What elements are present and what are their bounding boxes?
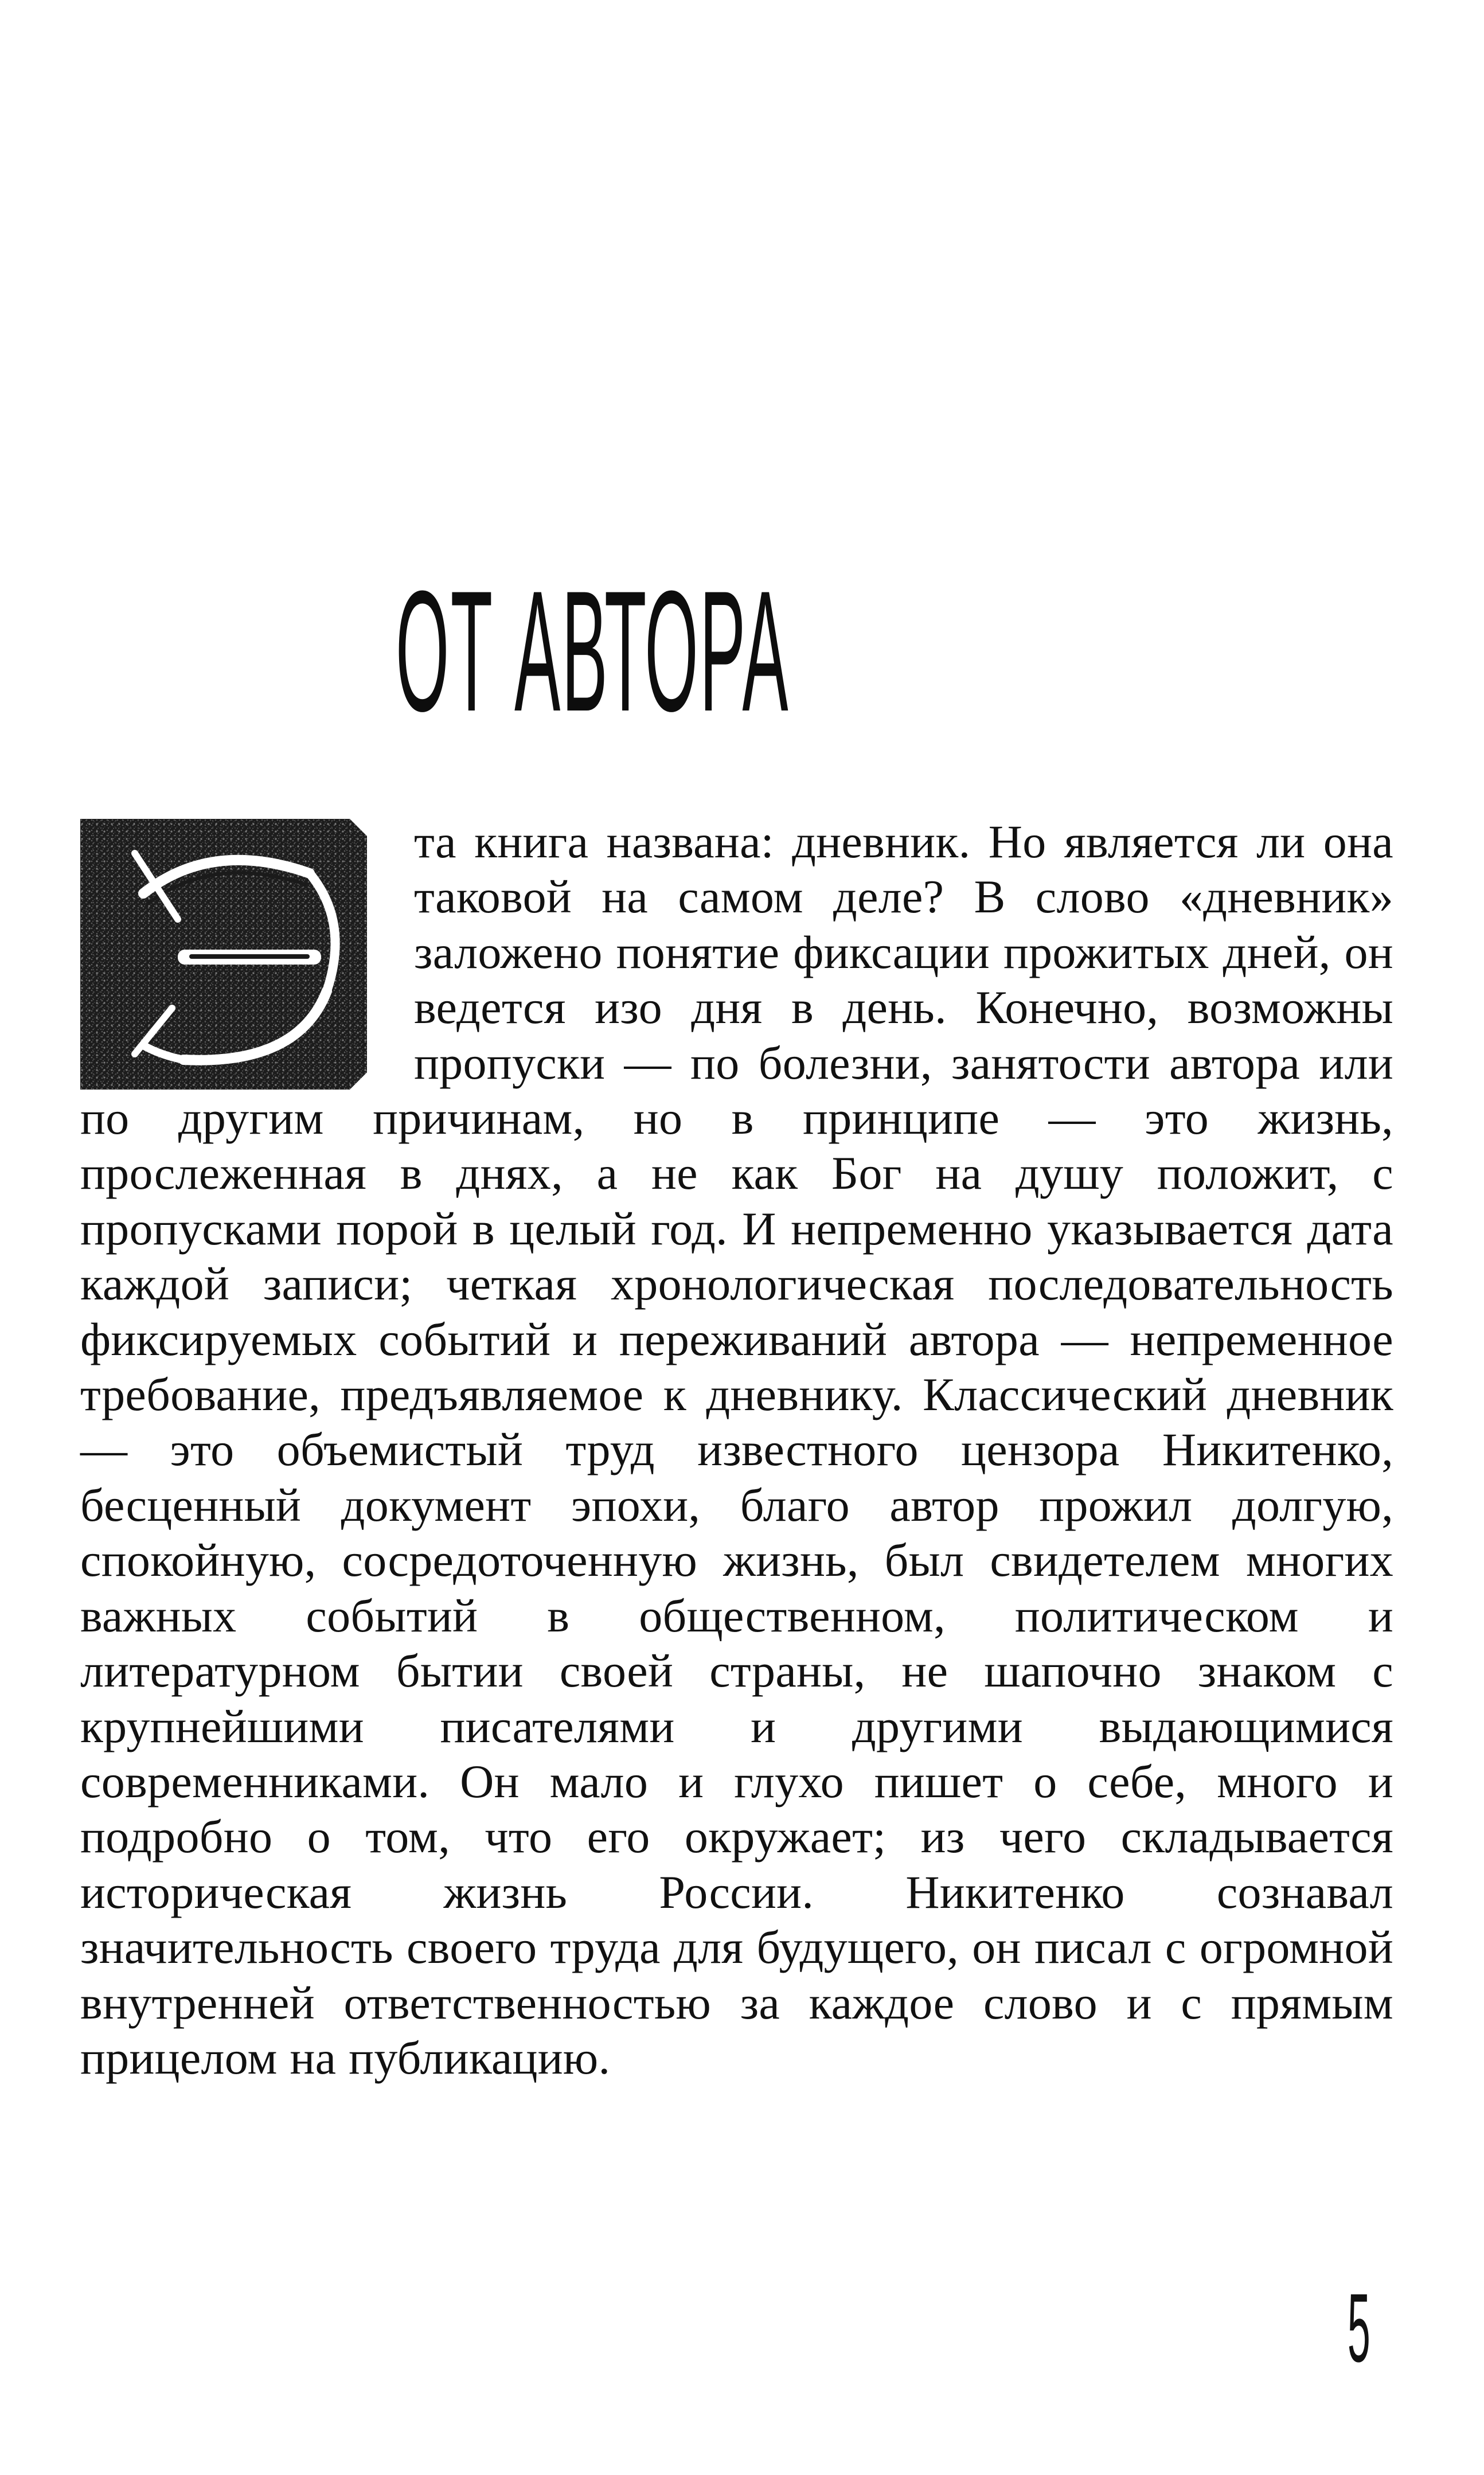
chapter-title-text: ОТ АВТОРА: [396, 555, 790, 747]
body-text-block: [80, 814, 1393, 2086]
dropcap-graphic: [80, 819, 367, 1090]
page-number: [1348, 2274, 1402, 2383]
body-paragraph: та книга названа: дневник. Но является ли она таковой на самом деле? В слово «дневник» заложено понятие фиксации прожитых дней, он ведется изо дня в день. Конечно, возможны пропуски — по болезни, занятости автора или по другим причинам, но в принципе — это жизнь, прослеженная в днях, а не как Бог на душу положит, с пропусками порой в целый год. И непременно указывается дата каждой записи; четкая хронологическая последовательность фиксируемых событий и переживаний автора — непременное требование, предъявляемое к дневнику. Классический дневник — это объемистый труд известного цензора Никитенко, бесценный документ эпохи, благо автор прожил долгую, спокойную, сосредоточенную жизнь, был свидетелем многих важных событий в общественном, политическом и литературном бытии своей страны, не шапочно знаком с крупнейшими писателями и другими выдающимися современниками. Он мало и глухо пишет о себе, много и подробно о том, что его окружает; из чего складывается историческая жизнь России. Никитенко сознавал значительность своего труда для будущего, он писал с огромной внутренней ответственностью за каждое слово и с прямым прицелом на публикацию.: [80, 815, 1393, 2084]
page-number-text: 5: [1348, 2274, 1370, 2383]
chapter-title: [396, 555, 1380, 747]
ornamental-initial-letter-e-icon: [80, 819, 367, 1090]
